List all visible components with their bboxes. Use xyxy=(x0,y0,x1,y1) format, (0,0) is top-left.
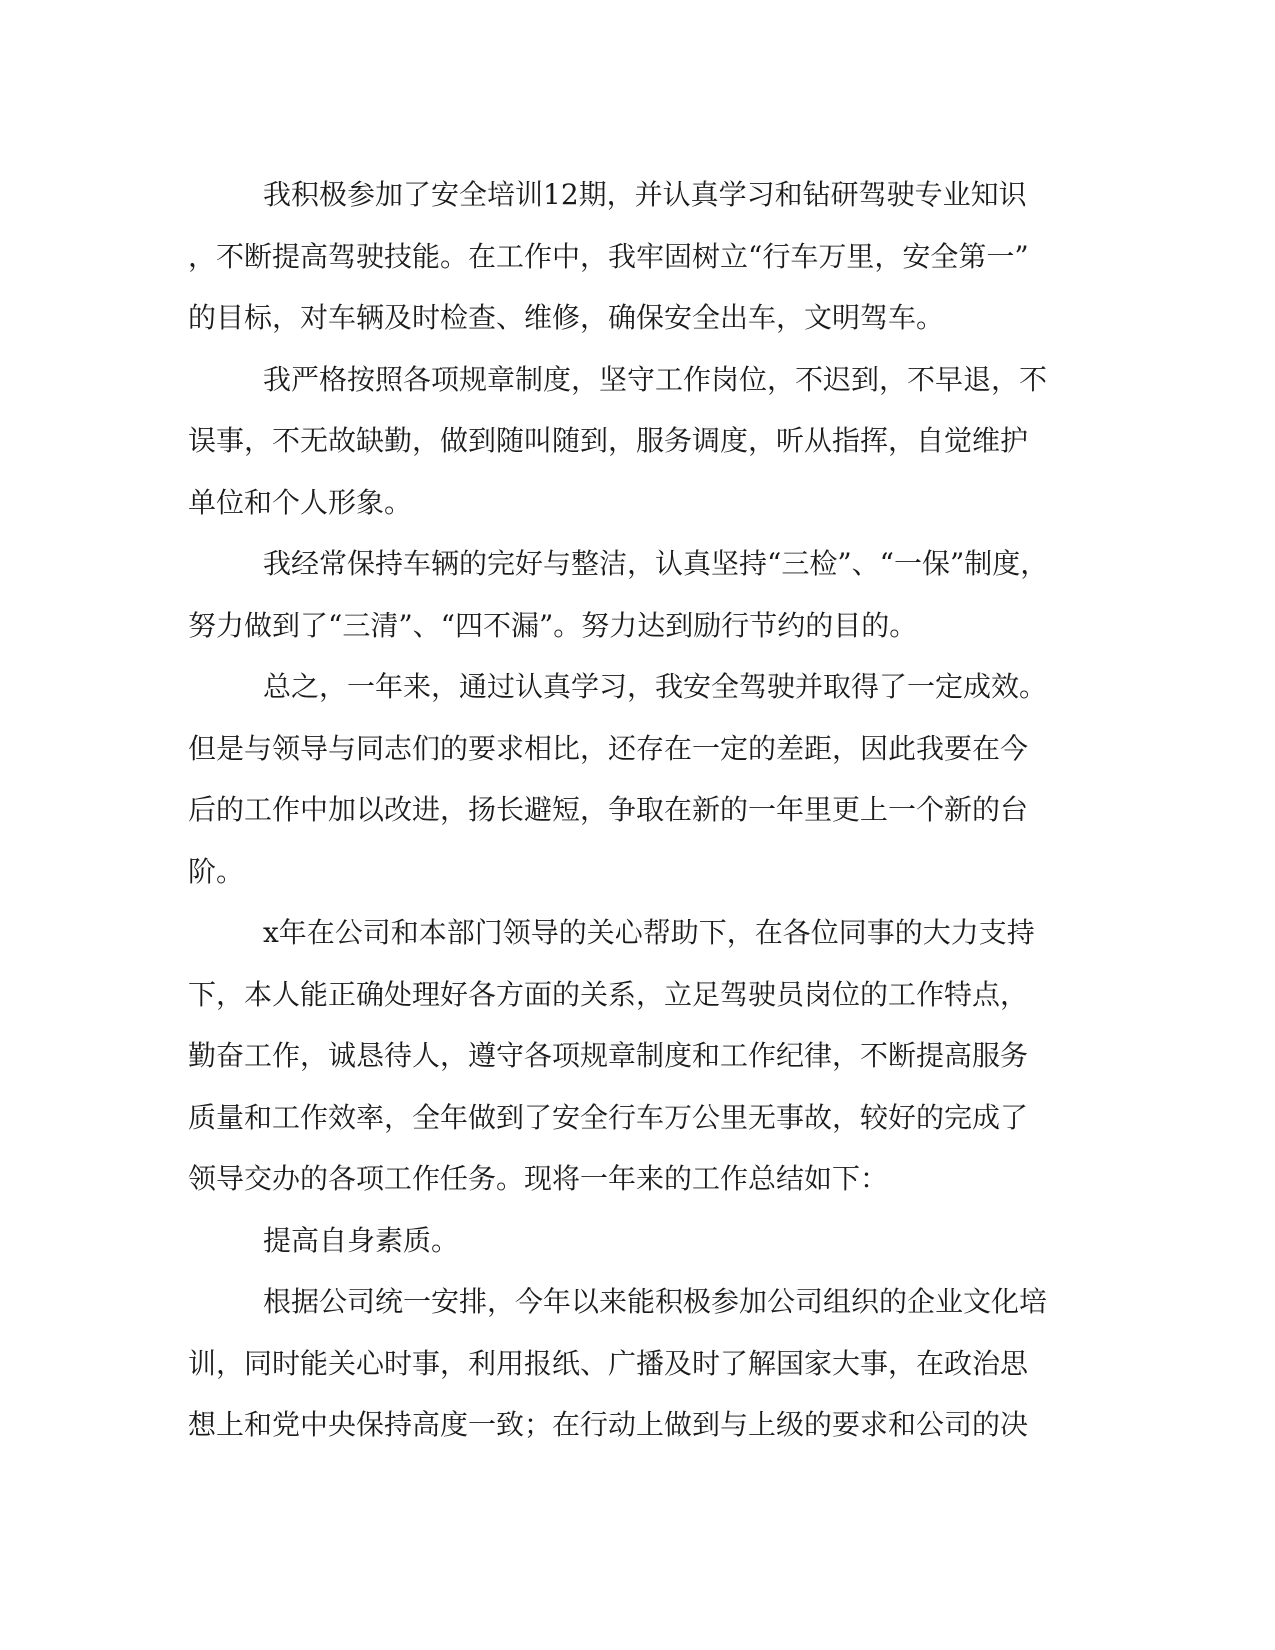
section-heading: 提高自身素质。 xyxy=(263,1223,460,1257)
document-body xyxy=(188,164,1088,1456)
paragraph-4-line-4: 阶。 xyxy=(188,854,245,888)
paragraph-6-line-2: 训，同时能关心时事，利用报纸、广播及时了解国家大事，在政治思 xyxy=(188,1346,1029,1380)
paragraph-1-line-3: 的目标，对车辆及时检查、维修，确保安全出车，文明驾车。 xyxy=(188,301,945,334)
paragraph-4-line-1: 总之，一年来，通过认真学习，我安全驾驶并取得了一定成效。 xyxy=(263,670,1048,703)
paragraph-6-line-1: 根据公司统一安排，今年以来能积极参加公司组织的企业文化培 xyxy=(263,1285,1048,1318)
paragraph-5-line-5: 领导交办的各项工作任务。现将一年来的工作总结如下： xyxy=(188,1162,889,1195)
paragraph-5-line-3: 勤奋工作，诚恳待人，遵守各项规章制度和工作纪律，不断提高服务 xyxy=(188,1039,1029,1072)
paragraph-2-line-1: 我严格按照各项规章制度，坚守工作岗位，不迟到，不早退，不 xyxy=(263,362,1048,396)
paragraph-5-line-2: 下，本人能正确处理好各方面的关系，立足驾驶员岗位的工作特点， xyxy=(188,977,1029,1011)
paragraph-3-line-2: 努力做到了“三清”、“四不漏”。努力达到励行节约的目的。 xyxy=(188,608,918,642)
paragraph-5-line-1: x年在公司和本部门领导的关心帮助下，在各位同事的大力支持 xyxy=(263,916,1035,949)
paragraph-5-line-4: 质量和工作效率，全年做到了安全行车万公里无事故，较好的完成了 xyxy=(188,1100,1029,1134)
paragraph-2-line-2: 误事，不无故缺勤，做到随叫随到，服务调度，听从指挥，自觉维护 xyxy=(188,424,1029,457)
paragraph-1-line-1: 我积极参加了安全培训12期，并认真学习和钻研驾驶专业知识 xyxy=(263,178,1027,211)
paragraph-4-line-2: 但是与领导与同志们的要求相比，还存在一定的差距，因此我要在今 xyxy=(188,731,1029,765)
paragraph-4-line-3: 后的工作中加以改进，扬长避短，争取在新的一年里更上一个新的台 xyxy=(188,793,1029,826)
paragraph-3-line-1: 我经常保持车辆的完好与整洁，认真坚持“三检”、“一保”制度， xyxy=(263,547,1049,580)
paragraph-1-line-2: ，不断提高驾驶技能。在工作中，我牢固树立“行车万里，安全第一” xyxy=(188,239,1029,273)
paragraph-6-line-3: 想上和党中央保持高度一致；在行动上做到与上级的要求和公司的决 xyxy=(188,1408,1029,1441)
paragraph-2-line-3: 单位和个人形象。 xyxy=(188,485,413,519)
